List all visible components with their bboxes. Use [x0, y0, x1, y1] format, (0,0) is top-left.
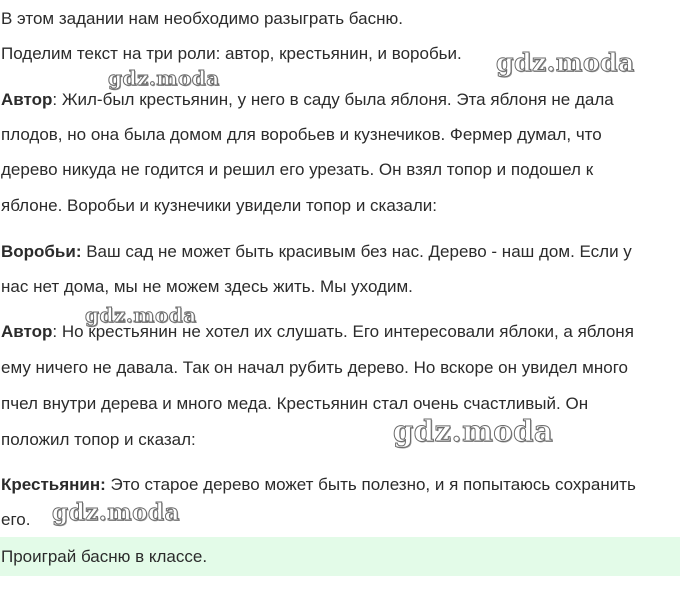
watermark: gdz.moda [393, 414, 554, 448]
author-line-3: дерево никуда не годится и решил его урезать. Он взял топор и подошел к [1, 160, 594, 179]
speaker-author-2: Автор [1, 322, 53, 341]
watermark: gdz.moda [85, 303, 197, 327]
task-text: Проиграй басню в классе. [1, 547, 208, 566]
peasant-line-1-text: Это старое дерево может быть полезно, и я попытаюсь сохранить [105, 475, 636, 494]
task-highlight [0, 537, 680, 576]
author2-line-4: положил топор и сказал: [1, 430, 196, 449]
watermark: gdz.moda [496, 48, 635, 77]
speaker-peasant: Крестьянин: [1, 475, 106, 494]
author-line-1 [1, 90, 614, 110]
speaker-sparrows: Воробьи: [1, 242, 82, 261]
sparrows-line-2: нас нет дома, мы не можем здесь жить. Мы уходим. [1, 277, 413, 296]
roles-text: Поделим текст на три роли: автор, крестьянин, и воробьи. [1, 44, 462, 63]
author2-line-3: пчел внутри дерева и много меда. Крестьянин стал очень счастливый. Он [1, 394, 589, 413]
peasant-line-2: его. [1, 510, 31, 529]
peasant-line-1 [1, 475, 636, 495]
author2-line-2: ему ничего не давала. Так он начал рубить дерево. Но вскоре он увидел много [1, 358, 628, 377]
speaker-author: Автор [1, 90, 53, 109]
sparrows-line-1 [1, 242, 632, 262]
sparrows-line-1-text: Ваш сад не может быть красивым без нас. Дерево - наш дом. Если у [81, 242, 632, 261]
watermark: gdz.moda [108, 66, 220, 90]
author-line-2: плодов, но она была домом для воробьев и кузнечиков. Фермер думал, что [1, 125, 602, 144]
author2-line-1-text: : Но крестьянин не хотел их слушать. Его интересовали яблоки, а яблоня [52, 322, 634, 341]
intro-text: В этом задании нам необходимо разыграть басню. [1, 9, 403, 28]
watermark: gdz.moda [52, 499, 180, 526]
author-line-1-text: : Жил-был крестьянин, у него в саду была яблоня. Эта яблоня не дала [52, 90, 614, 109]
author-line-4: яблоне. Воробьи и кузнечики увидели топор и сказали: [1, 196, 438, 215]
